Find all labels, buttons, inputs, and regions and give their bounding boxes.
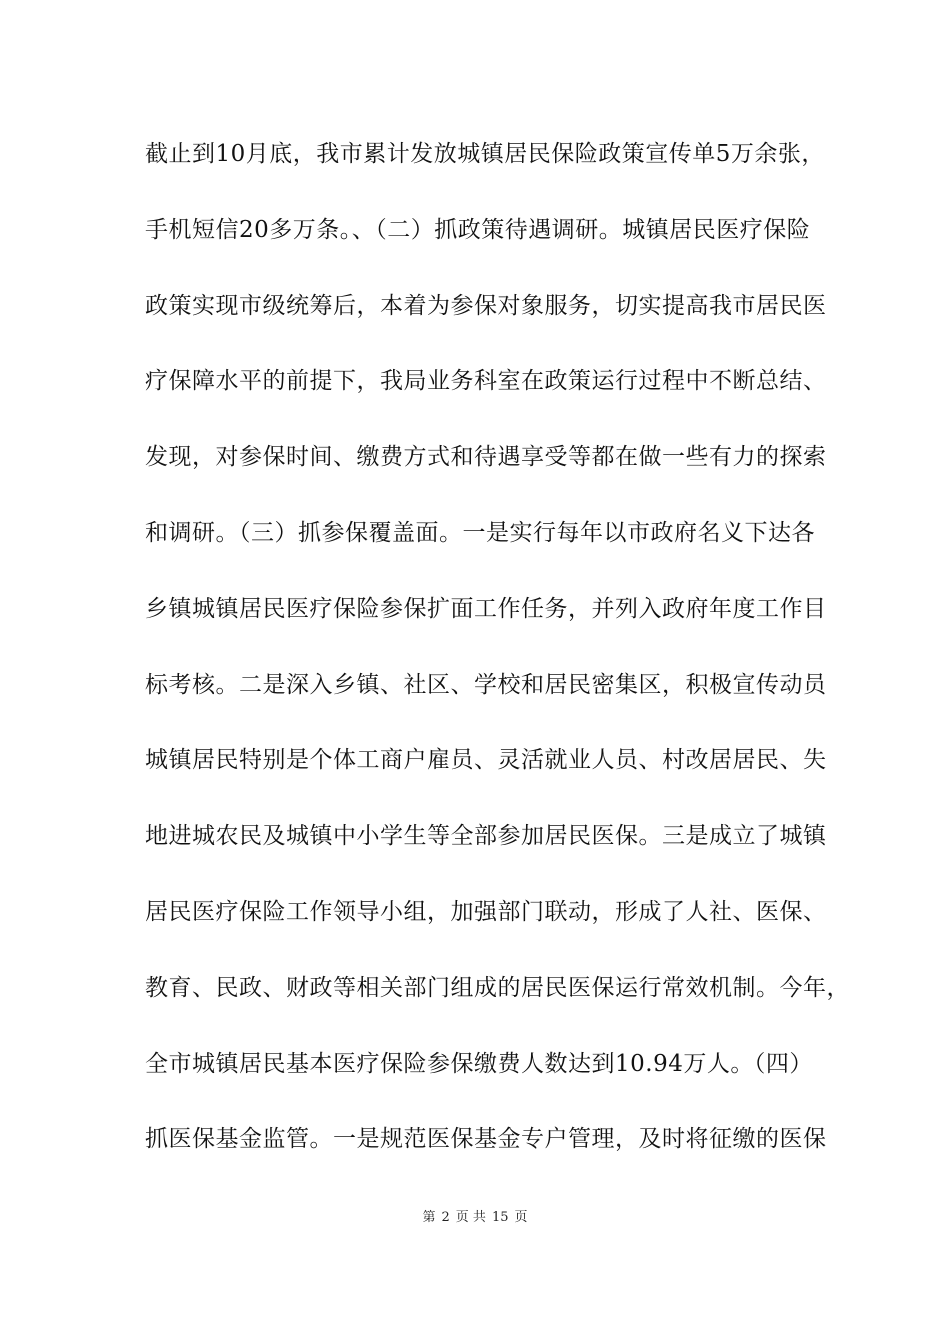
footer-prefix: 第	[422, 1210, 436, 1225]
text-line: 城镇居民特别是个体工商户雇员、灵活就业人员、村改居居民、失	[145, 747, 827, 774]
text-line: 疗保障水平的前提下，我局业务科室在政策运行过程中不断总结、	[145, 368, 827, 395]
footer-suffix: 页	[514, 1210, 528, 1225]
text-line: 政策实现市级统筹后，本着为参保对象服务，切实提高我市居民医	[145, 292, 827, 319]
text-line: 居民医疗保险工作领导小组，加强部门联动，形成了人社、医保、	[145, 898, 827, 925]
text-line: 截止到10月底，我市累计发放城镇居民保险政策宣传单5万余张，	[145, 141, 825, 167]
text-line: 乡镇城镇居民医疗保险参保扩面工作任务，并列入政府年度工作目	[145, 595, 827, 622]
text-line: 发现，对参保时间、缴费方式和待遇享受等都在做一些有力的探索	[145, 444, 827, 471]
text-line: 全市城镇居民基本医疗保险参保缴费人数达到10.94万人。（四）	[145, 1050, 813, 1077]
footer-current-page: 2	[441, 1210, 450, 1225]
text-line: 和调研。（三）抓参保覆盖面。一是实行每年以市政府名义下达各	[145, 519, 815, 546]
text-line: 教育、民政、财政等相关部门组成的居民医保运行常效机制。今年，	[145, 974, 850, 1001]
text-line: 地进城农民及城镇中小学生等全部参加居民医保。三是成立了城镇	[145, 823, 827, 850]
text-line: 标考核。二是深入乡镇、社区、学校和居民密集区，积极宣传动员	[145, 671, 827, 698]
page-footer	[0, 1208, 950, 1228]
footer-middle: 页 共	[455, 1210, 486, 1225]
body-text	[145, 132, 850, 1193]
text-line: 手机短信20多万条。、（二）抓政策待遇调研。城镇居民医疗保险	[145, 216, 811, 243]
text-line: 抓医保基金监管。一是规范医保基金专户管理，及时将征缴的医保	[145, 1126, 827, 1153]
footer-total-pages: 15	[491, 1210, 509, 1225]
